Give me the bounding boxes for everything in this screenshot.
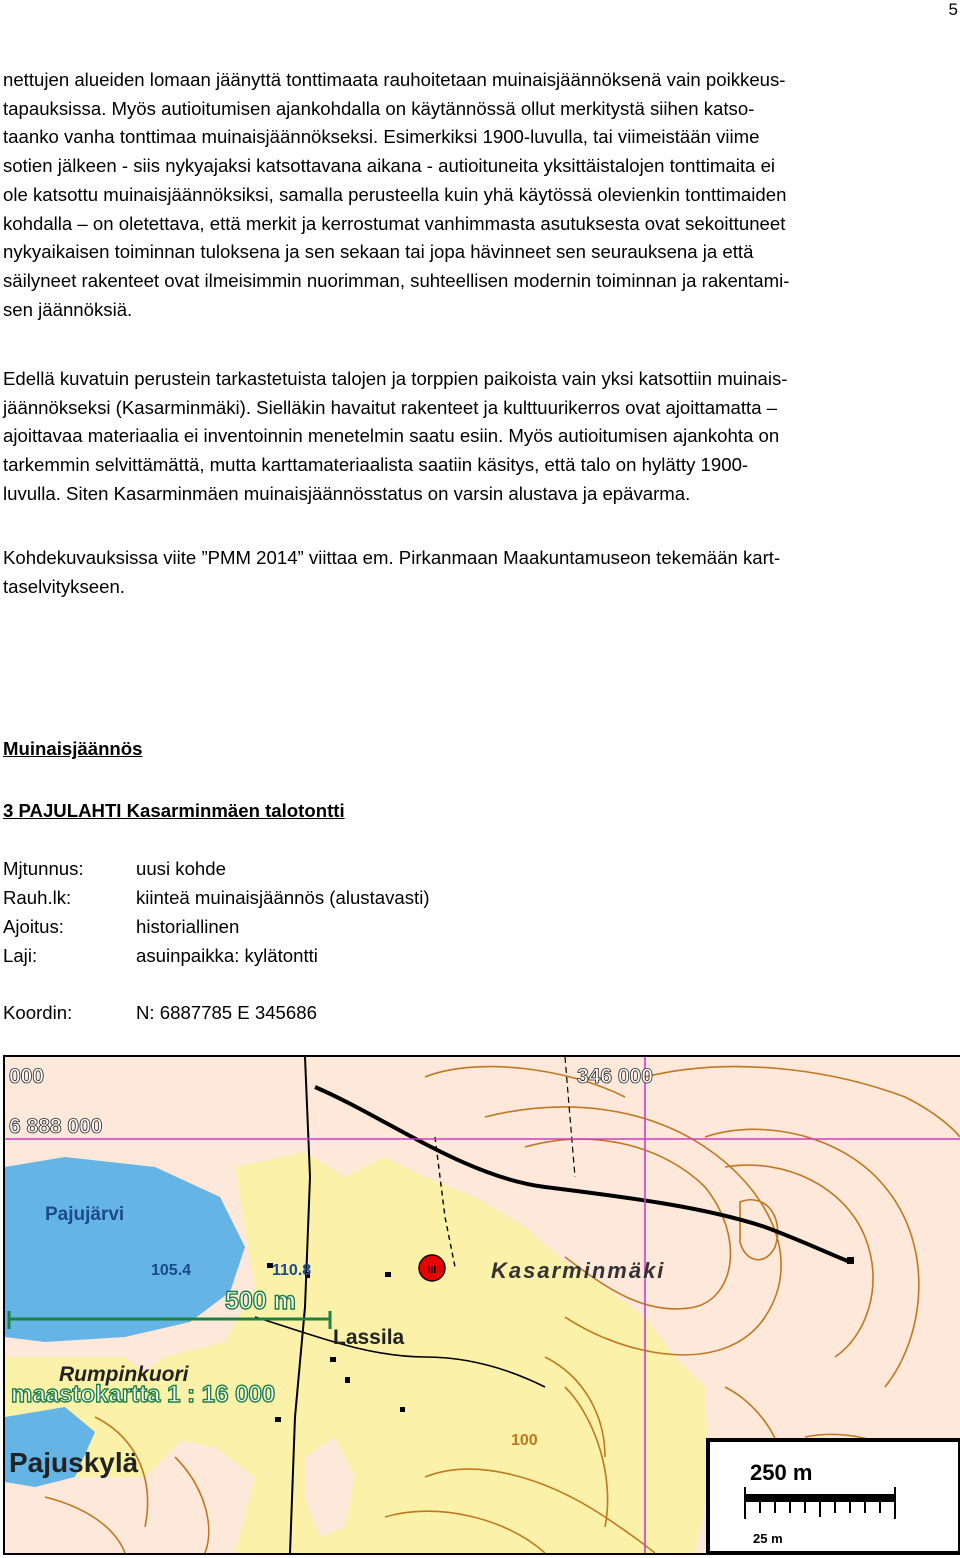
text-line: taanko vanha tonttimaa muinaisjäännökseksi. Esimerkiksi 1900-luvulla, tai viimeistään viime xyxy=(3,126,760,148)
inset-scale-box xyxy=(708,1440,960,1553)
text-line: taselvitykseen. xyxy=(3,575,125,597)
field-value-laji: asuinpaikka: kylätontti xyxy=(136,945,318,966)
text-line: nykyaikaisen toiminnan tuloksena ja sen sekaan tai jopa hävinneet sen seurauksena ja että xyxy=(3,241,754,263)
grid-label-east: 346 000 xyxy=(577,1065,653,1088)
site-marker-label: III xyxy=(427,1265,437,1276)
text-line: ole katsottu muinaisjäännöksiksi, samalla perusteella kuin yhä käytössä olevienkin tonttimaiden xyxy=(3,183,787,205)
coordinates-value: N: 6887785 E 345686 xyxy=(136,1002,317,1023)
site-heading: 3 PAJULAHTI Kasarminmäen talotontti xyxy=(3,800,345,821)
label-farm: Rumpinkuori xyxy=(59,1363,189,1386)
field-label-laji: Laji: xyxy=(3,945,38,966)
field-label-ajoitus: Ajoitus: xyxy=(3,916,64,937)
coordinates-label: Koordin: xyxy=(3,1002,73,1023)
grid-label-north-top: 000 xyxy=(9,1065,45,1088)
topographic-map xyxy=(3,1055,960,1555)
label-village-1: Lassila xyxy=(333,1326,405,1349)
page-number: 5 xyxy=(948,0,958,19)
text-line: jäännökseksi (Kasarminmäki). Sielläkin havaitut rakenteet ja kulttuurikerros ovat ajoittamatta – xyxy=(3,396,778,418)
label-village-2: Pajuskylä xyxy=(9,1447,139,1478)
text-line: Kohdekuvauksissa viite ”PMM 2014” viittaa em. Pirkanmaan Maakuntamuseon tekemään kart- xyxy=(3,547,781,568)
inset-scale-label-bottom: 25 m xyxy=(753,1531,783,1546)
field-value-rauhlk: kiinteä muinaisjäännös (alustavasti) xyxy=(136,887,430,908)
inset-scale-label-top: 250 m xyxy=(750,1460,813,1485)
label-hill: Kasarminmäki xyxy=(491,1258,666,1283)
text-line: sen jäännöksiä. xyxy=(3,298,133,320)
body-paragraph-2 xyxy=(3,365,953,509)
grid-label-north: 6 888 000 xyxy=(9,1115,103,1138)
field-value-ajoitus: historiallinen xyxy=(136,916,240,937)
text-line: Edellä kuvatuin perustein tarkastetuista talojen ja torppien paikoista vain yksi katsottiin muinais- xyxy=(3,368,788,389)
text-line: tarkemmin selvittämättä, mutta karttamateriaalista saatiin käsitys, että talo on hylätty 1900- xyxy=(3,454,749,476)
map-graphic xyxy=(5,1057,960,1553)
field-label-rauhlk: Rauh.lk: xyxy=(3,887,72,908)
label-lake: Pajujärvi xyxy=(45,1204,125,1225)
field-value-mjtunnus: uusi kohde xyxy=(136,858,226,879)
text-line: luvulla. Siten Kasarminmäen muinaisjäännösstatus on varsin alustava ja epävarma. xyxy=(3,482,691,504)
label-elevation-1: 105.4 xyxy=(151,1262,192,1279)
map-title: maastokartta 1 : 16 000 xyxy=(11,1381,276,1408)
text-line: säilyneet rakenteet ovat ilmeisimmin nuorimman, suhteellisen modernin toiminnan ja rakentami- xyxy=(3,269,790,291)
scale-label-500: 500 m xyxy=(225,1287,296,1315)
label-contour-100: 100 xyxy=(511,1432,538,1449)
text-line: ajoittavaa materiaalia ei inventoinnin menetelmin saatu esiin. Myös autioitumisen ajankohta on xyxy=(3,425,780,447)
text-line: sotien jälkeen - siis nykyajaksi katsottavana aikana - autioituneita yksittäistalojen tonttimaita ei xyxy=(3,155,776,177)
body-paragraph-3 xyxy=(3,544,953,601)
section-heading: Muinaisjäännös xyxy=(3,738,143,759)
text-line: nettujen alueiden lomaan jäänyttä tonttimaata rauhoitetaan muinaisjäännöksenä vain poikkeus- xyxy=(3,69,786,90)
field-label-mjtunnus: Mjtunnus: xyxy=(3,858,84,879)
body-paragraph-1 xyxy=(3,66,953,324)
text-line: tapauksissa. Myös autioitumisen ajankohdalla on käytännössä ollut merkitystä siihen katso- xyxy=(3,97,755,119)
label-elevation-2: 110.8 xyxy=(272,1262,312,1279)
text-line: kohdalla – on oletettava, että merkit ja kerrostumat vanhimmasta asutuksesta ovat sekoittuneet xyxy=(3,212,786,234)
